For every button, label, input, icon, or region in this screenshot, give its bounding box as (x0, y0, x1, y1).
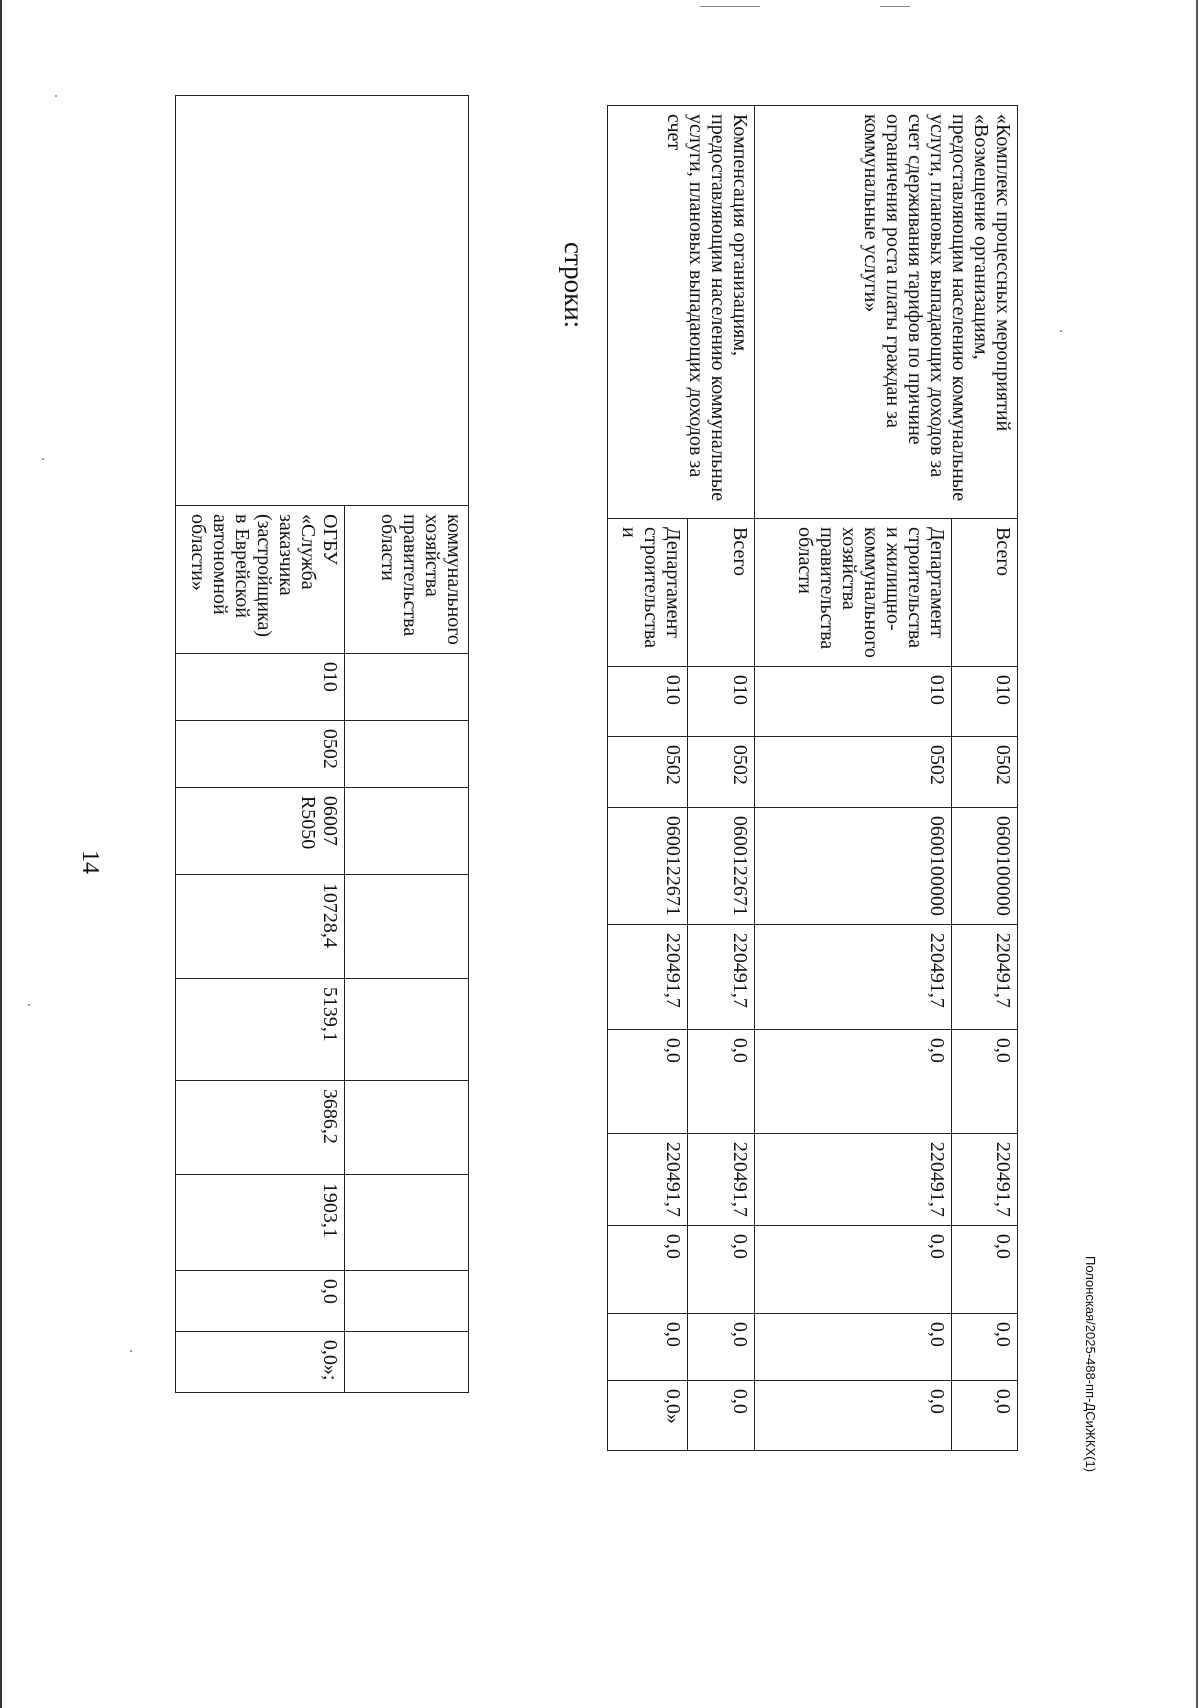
table-cell: 0,0 (688, 1380, 755, 1450)
table-row (688, 106, 755, 1451)
table-cell: ОГБУ «Служба заказчика (застройщика) в Еврейской автономной области» (176, 506, 345, 654)
table-cell: 0,0 (952, 1225, 1018, 1313)
table-cell: 0,0»; (176, 1331, 345, 1392)
table-cell: 0,0 (755, 1313, 952, 1380)
page-number: 14 (77, 850, 103, 874)
table-cell (176, 96, 469, 506)
table-cell: 0,0 (688, 1225, 755, 1313)
table-cell (345, 978, 469, 1080)
table-cell: 0502 (608, 736, 688, 807)
table-cell (345, 787, 469, 874)
table-cell: Департамент строительства и жилищно-коммунального хозяйства правительства области (755, 519, 952, 667)
table-cell: коммунального хозяйства правительства области (345, 506, 469, 654)
table-cell: Компенсация организациям, предоставляющим населению коммунальные услуги, плановых выпадающих доходов за счет (608, 106, 755, 519)
table-cell: 010 (608, 666, 688, 736)
table-cell: 010 (688, 666, 755, 736)
table-cell: 0600100000 (755, 807, 952, 924)
table-cell: 010 (176, 653, 345, 720)
upper-table (175, 95, 469, 1393)
table-row (345, 96, 469, 1393)
table-cell: 0,0 (608, 1029, 688, 1133)
table-cell: 0,0 (952, 1380, 1018, 1450)
table-cell: 1903,1 (176, 1174, 345, 1270)
table-cell: 0,0 (755, 1380, 952, 1450)
table-cell: 220491,7 (688, 924, 755, 1029)
table-cell: 0,0 (952, 1313, 1018, 1380)
table-cell (345, 1080, 469, 1174)
table-cell (345, 1270, 469, 1331)
table-cell: 0,0 (608, 1225, 688, 1313)
table-cell: 220491,7 (608, 1133, 688, 1225)
table-cell: Всего (688, 519, 755, 667)
table-cell: 5139,1 (176, 978, 345, 1080)
table-cell: Департамент строительства и (608, 519, 688, 667)
lower-table (607, 105, 1018, 1451)
table-cell: 0600122671 (608, 807, 688, 924)
table-cell: 0,0 (755, 1029, 952, 1133)
table-cell: 0,0 (755, 1225, 952, 1313)
table-cell: Всего (952, 519, 1018, 667)
table-row (952, 106, 1018, 1451)
table-cell: 0502 (755, 736, 952, 807)
table-cell: 220491,7 (755, 924, 952, 1029)
table-cell: 010 (952, 666, 1018, 736)
table-cell: 0,0 (688, 1029, 755, 1133)
table-cell: 10728,4 (176, 874, 345, 978)
table-cell: 0600100000 (952, 807, 1018, 924)
table-cell: 0,0 (608, 1313, 688, 1380)
table-cell: 0600122671 (688, 807, 755, 924)
rows-label: строки: (559, 242, 589, 329)
table-cell: «Комплекс процессных мероприятий «Возмещение организациям, предоставляющим населению коммунальные услуги, плановых выпадающих доходов за счет сдерживания тарифов по причине ограничения роста платы граждан за коммунальные услуги» (755, 106, 1018, 519)
document-footer-code: Полонская/2025-488-пп-ДСиЖКХ(1) (1083, 1256, 1098, 1473)
table-cell (345, 874, 469, 978)
table-cell: 220491,7 (688, 1133, 755, 1225)
table-cell: 220491,7 (952, 1133, 1018, 1225)
table-cell: 220491,7 (952, 924, 1018, 1029)
table-cell (345, 653, 469, 720)
table-cell: 0,0 (176, 1270, 345, 1331)
table-cell: 0,0» (608, 1380, 688, 1450)
table-cell (345, 720, 469, 787)
table-cell: 3686,2 (176, 1080, 345, 1174)
table-cell: 0,0 (688, 1313, 755, 1380)
table-cell (345, 1174, 469, 1270)
table-cell: 06007 R5050 (176, 787, 345, 874)
table-cell: 220491,7 (755, 1133, 952, 1225)
table-cell: 0502 (688, 736, 755, 807)
table-cell: 0502 (176, 720, 345, 787)
table-cell: 220491,7 (608, 924, 688, 1029)
table-cell: 010 (755, 666, 952, 736)
table-cell: 0,0 (952, 1029, 1018, 1133)
table-cell: 0502 (952, 736, 1018, 807)
table-cell (345, 1331, 469, 1392)
